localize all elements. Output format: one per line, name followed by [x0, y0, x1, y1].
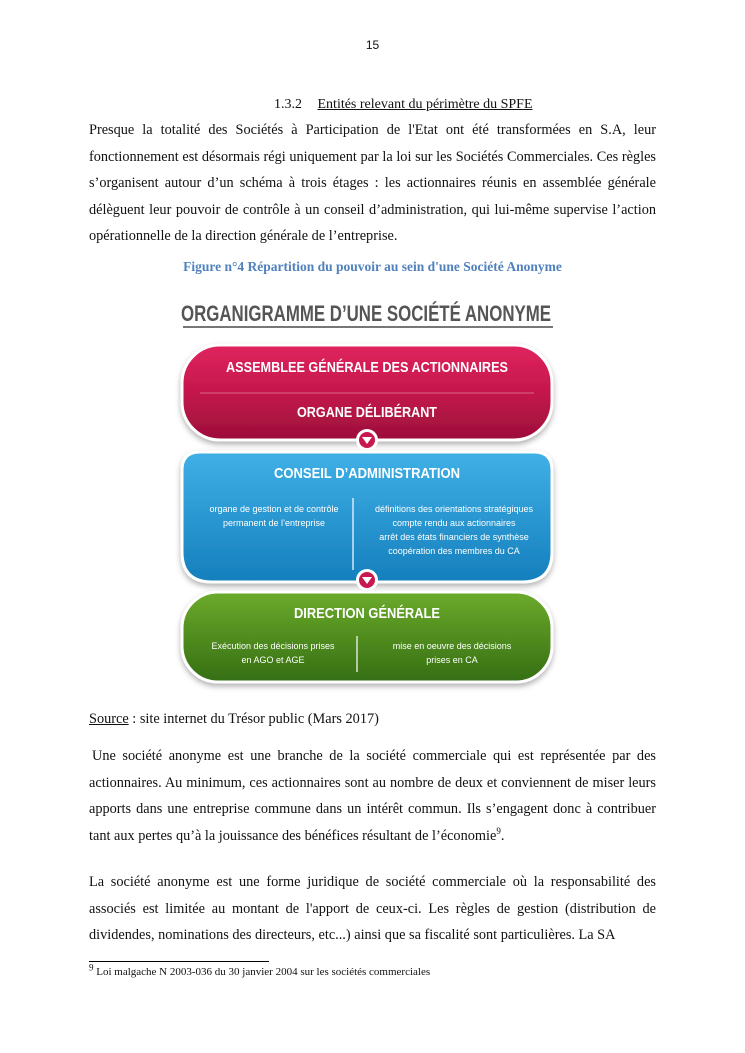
section-heading — [274, 97, 533, 113]
tier2-left-line-1: organe de gestion et de contrôle — [209, 504, 339, 514]
source-label: Source — [89, 711, 129, 727]
footnote-reference[interactable]: 9 — [496, 826, 501, 837]
tier1-subheading: ORGANE DÉLIBÉRANT — [297, 404, 437, 421]
tier3-right-line-1: mise en oeuvre des décisions — [392, 641, 512, 651]
tier2-right-line-2: compte rendu aux actionnaires — [392, 518, 516, 528]
tier1-heading: ASSEMBLEE GÉNÉRALE DES ACTIONNAIRES — [226, 359, 508, 376]
org-chart-title: ORGANIGRAMME D’UNE SOCIÉTÉ ANONYME — [181, 301, 551, 326]
org-chart-figure — [170, 290, 570, 702]
footnote-separator — [89, 961, 269, 962]
paragraph-definition-end: . — [500, 827, 505, 844]
paragraph-legal-form: La société anonyme est une forme juridique de société commerciale où la responsabilité des associés est limitée au montant de l'apport de ceux-ci. Les règles de gestion (distribution de dividendes, nominations des directeurs, etc...) ainsi que sa fiscalité sont particulières. La SA — [89, 874, 656, 944]
tier3-heading: DIRECTION GÉNÉRALE — [294, 605, 440, 622]
tier2-right-line-3: arrêt des états financiers de synthèse — [379, 532, 529, 542]
footnote-text: Loi malgache N 2003-036 du 30 janvier 2004 sur les sociétés commerciales — [93, 966, 431, 978]
tier-direction-generale — [182, 592, 552, 682]
tier3-left-line-1: Exécution des décisions prises — [211, 641, 335, 651]
figure-source — [89, 711, 379, 728]
section-number: 1.3.2 — [274, 97, 302, 112]
section-title: Entités relevant du périmètre du SPFE — [317, 97, 533, 112]
tier3-left-line-2: en AGO et AGE — [241, 655, 305, 665]
figure-caption: Figure n°4 Répartition du pouvoir au sein d'une Société Anonyme — [183, 259, 562, 274]
tier2-heading: CONSEIL D’ADMINISTRATION — [274, 465, 460, 482]
tier2-right-line-4: coopération des membres du CA — [388, 546, 520, 556]
paragraph-definition — [89, 743, 656, 849]
footnote — [89, 962, 431, 978]
tier-conseil-administration — [182, 452, 552, 582]
tier-assemblee-generale — [182, 345, 552, 440]
footnote-number: 9 — [89, 962, 94, 973]
tier2-right-line-1: définitions des orientations stratégiques — [374, 504, 534, 514]
chevron-down-icon — [356, 429, 378, 451]
tier2-left-line-2: permanent de l’entreprise — [222, 518, 326, 528]
source-text: : site internet du Trésor public (Mars 2017) — [128, 711, 379, 727]
chevron-down-icon — [356, 569, 378, 591]
page-number: 15 — [365, 38, 380, 52]
title-underline — [183, 326, 553, 328]
paragraph-definition-text: Une société anonyme est une branche de la société commerciale qui est représentée par des actionnaires. Au minimum, ces actionnaires sont au nombre de deux et conviennent de miser leurs apports dans une entreprise commune dans un intérêt commun. Ils s’engagent donc à contribuer tant aux pertes qu’à la jouissance des bénéfices résultant de l’économie — [89, 748, 656, 844]
tier3-right-line-2: prises en CA — [426, 655, 478, 665]
paragraph-intro: Presque la totalité des Sociétés à Participation de l'Etat ont été transformées en S.A, leur fonctionnement est désormais régi uniquement par la loi sur les Sociétés Commerciales. Ces règles s’organisent autour d’un schéma à trois étages : les actionnaires réunis en assemblée générale délèguent leur pouvoir de contrôle à un conseil d’administration, qui lui-même supervise l’action opérationnelle de la direction générale de l’entreprise. — [89, 122, 656, 245]
